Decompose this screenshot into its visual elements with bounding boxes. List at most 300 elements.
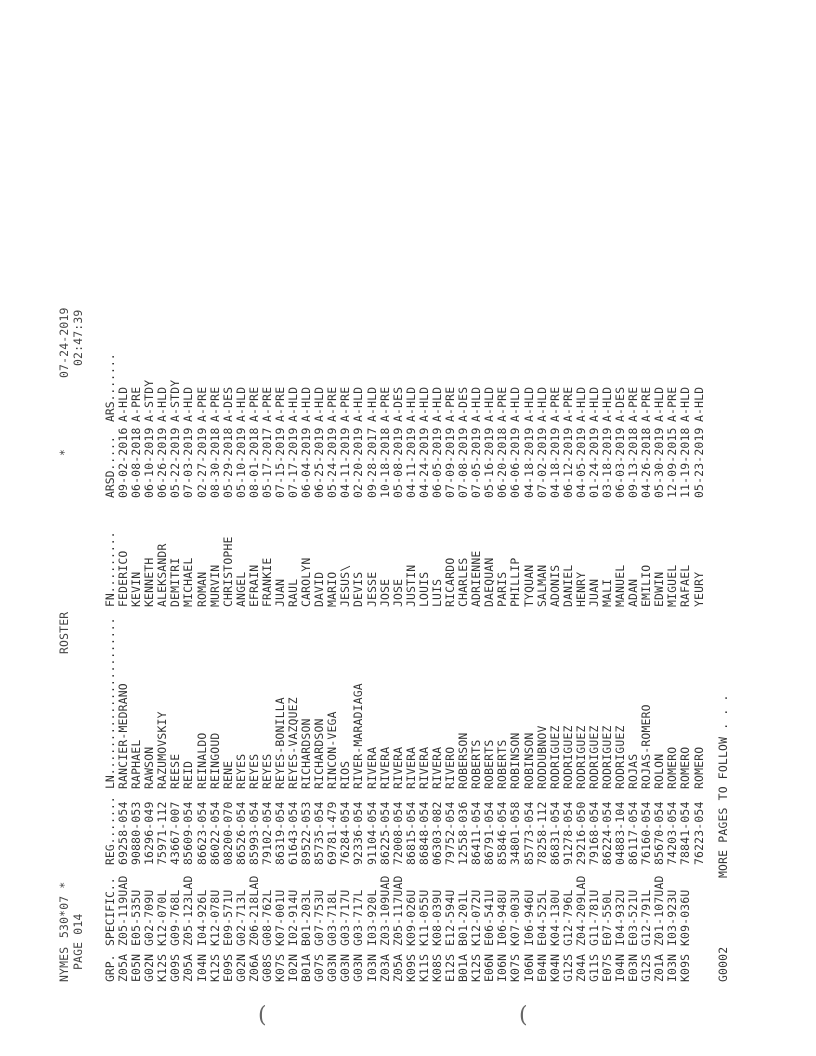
cell-ln: ROBINSON — [508, 732, 523, 789]
cell-reg: 86815-054 — [403, 801, 418, 865]
cell-reg: 79102-054 — [259, 801, 274, 865]
cell-arsd: 07-15-2019 — [273, 427, 287, 498]
cell-ars: A-DES — [390, 386, 405, 422]
cell-spec: G03-717L — [351, 889, 366, 946]
table-row — [247, 282, 260, 982]
cell-reg: 91278-054 — [560, 801, 575, 865]
cell-ln: RIVERA — [377, 746, 392, 789]
cell-ars: A-DES — [613, 386, 627, 422]
table-row — [351, 282, 364, 982]
cell-spec: E03-521U — [626, 889, 641, 946]
cell-fn: KENNETH — [142, 557, 157, 607]
cell-arsd: 09-13-2018 — [626, 427, 641, 498]
cell-fn: FRANKIE — [259, 557, 274, 607]
cell-reg: 43667-007 — [168, 801, 183, 865]
cell-arsd: 05-17-2017 — [259, 427, 274, 498]
table-row — [168, 282, 181, 982]
table-row — [378, 282, 391, 982]
cell-arsd: 07-03-2019 — [181, 427, 196, 498]
cell-grp: Z06A — [246, 953, 261, 982]
cell-grp: Z04A — [573, 953, 588, 982]
cell-arsd: 05-29-2018 — [220, 427, 235, 498]
cell-ln: ROBINSON — [521, 732, 536, 789]
table-row — [312, 282, 325, 982]
cell-spec: G12-791L — [639, 889, 654, 946]
cell-fn: MURVIN — [207, 564, 222, 607]
cell-grp: B01A — [299, 953, 314, 982]
cell-reg: 85670-054 — [652, 801, 667, 865]
cell-spec: Z04-209LAD — [573, 875, 588, 946]
cell-ln: RIVERA — [403, 746, 418, 789]
table-row — [299, 282, 312, 982]
cell-reg: 85735-054 — [312, 801, 327, 865]
table-row — [561, 282, 574, 982]
system-name: NYMES — [57, 946, 71, 982]
table-row — [482, 282, 495, 982]
cell-reg: 29216-050 — [573, 801, 588, 865]
cell-ln: ROBERTS — [469, 739, 484, 789]
cell-ln: ROMERO — [678, 746, 693, 789]
cell-arsd: 06-05-2019 — [429, 427, 444, 498]
cell-ars: A-HLD — [429, 386, 444, 422]
cell-fn: JESUS\ — [338, 564, 353, 607]
table-row — [142, 282, 155, 982]
cell-spec: Z05-117UAD — [390, 875, 405, 946]
cell-spec: K11-055U — [416, 889, 431, 946]
cell-grp: Z05A — [116, 953, 130, 982]
table-row — [692, 282, 705, 982]
cell-ars: A-HLD — [364, 386, 379, 422]
cell-ars: A-DES — [456, 386, 471, 422]
cell-ars: A-STDY — [142, 379, 157, 422]
col-arsd: ARSD..... — [103, 436, 117, 498]
cell-reg: 85773-054 — [521, 801, 536, 865]
cell-fn: FEDERICO — [116, 550, 130, 607]
cell-reg: 79168-054 — [586, 801, 601, 865]
table-row — [574, 282, 587, 982]
cell-ars: A-HLD — [573, 386, 588, 422]
cell-arsd: 06-25-2019 — [312, 427, 327, 498]
cell-grp: E04N — [534, 953, 549, 982]
cell-spec: G07-753U — [312, 889, 327, 946]
cell-ars: A-PRE — [207, 386, 222, 422]
cell-ars: A-PRE — [259, 386, 274, 422]
cell-spec: E09-571U — [220, 889, 235, 946]
cell-ars: A-HLD — [286, 386, 300, 422]
cell-arsd: 06-08-2018 — [129, 427, 144, 498]
cell-spec: G09-768L — [168, 889, 183, 946]
cell-fn: MIGUEL — [665, 564, 680, 607]
cell-fn: JOSE — [377, 578, 392, 607]
cell-fn: ADONIS — [547, 564, 562, 607]
cell-grp: G12S — [560, 953, 575, 982]
table-row — [181, 282, 194, 982]
cell-grp: G03N — [351, 953, 366, 982]
cell-ars: A-HLD — [600, 386, 614, 422]
cell-ln: ROMERO — [691, 746, 706, 789]
cell-reg: 06303-082 — [429, 801, 444, 865]
cell-fn: JUSTIN — [403, 564, 418, 607]
cell-ln: ROBERSON — [456, 732, 471, 789]
cell-fn: HENRY — [573, 571, 588, 607]
cell-grp: B01A — [456, 953, 471, 982]
table-row — [116, 282, 129, 982]
cell-fn: JUAN — [273, 578, 287, 607]
cell-fn: ROMAN — [194, 571, 209, 607]
cell-reg: 86319-054 — [273, 801, 287, 865]
cell-grp: K12S — [469, 953, 484, 982]
cell-grp: Z01A — [652, 953, 667, 982]
cell-fn: RAFAEL — [678, 564, 693, 607]
cell-fn: JUAN — [586, 578, 601, 607]
cell-fn: MALI — [600, 578, 614, 607]
cell-arsd: 06-06-2019 — [508, 427, 523, 498]
cell-grp: I06N — [495, 953, 510, 982]
cell-ars: A-PRE — [665, 386, 680, 422]
cell-ln: RAPHAEL — [129, 739, 144, 789]
cell-ars: A-PRE — [639, 386, 654, 422]
cell-spec: K08-039U — [429, 889, 444, 946]
cell-arsd: 07-08-2019 — [456, 427, 471, 498]
cell-grp: G03N — [338, 953, 353, 982]
cell-grp: G07S — [312, 953, 327, 982]
cell-grp: Z03A — [377, 953, 392, 982]
cell-ln: RIVERA — [416, 746, 431, 789]
cell-spec: Z03-109UAD — [377, 875, 392, 946]
report-title: ROSTER — [57, 611, 71, 654]
cell-reg: 16296-049 — [142, 801, 157, 865]
cell-fn: RAUL — [286, 578, 300, 607]
margin-mark-right: ( — [519, 1003, 528, 1028]
cell-grp: I02N — [286, 953, 300, 982]
cell-reg: 72008-054 — [390, 801, 405, 865]
cell-ln: RIVERA — [364, 746, 379, 789]
report-date: 07-24-2019 — [57, 307, 71, 378]
cell-grp: K12S — [207, 953, 222, 982]
cell-spec: K12-078U — [207, 889, 222, 946]
cell-fn: DEMITRI — [168, 557, 183, 607]
table-row — [325, 282, 338, 982]
table-row — [613, 282, 626, 982]
cell-grp: E12S — [443, 953, 457, 982]
cell-ars: A-HLD — [652, 386, 667, 422]
cell-reg: 76223-054 — [691, 801, 706, 865]
cell-reg: 69781-479 — [325, 801, 340, 865]
cell-fn: LUIS — [429, 578, 444, 607]
cell-spec: G12-796L — [560, 889, 575, 946]
cell-ln: REYES — [246, 753, 261, 789]
cell-reg: 86117-054 — [626, 801, 641, 865]
cell-grp: G02N — [233, 953, 248, 982]
cell-grp: G03N — [325, 953, 340, 982]
cell-ars: A-HLD — [482, 386, 497, 422]
cell-ars: A-PRE — [194, 386, 209, 422]
cell-spec: E12-594U — [443, 889, 457, 946]
table-row — [548, 282, 561, 982]
cell-arsd: 04-24-2019 — [416, 427, 431, 498]
cell-ln: ROLON — [652, 753, 667, 789]
table-row — [195, 282, 208, 982]
cell-ln: RIVERA — [429, 746, 444, 789]
cell-ln: ROBERTS — [482, 739, 497, 789]
cell-ln: REINGOUD — [207, 732, 222, 789]
cell-fn: MICHAEL — [181, 557, 196, 607]
cell-spec: E07-550L — [600, 889, 614, 946]
table-row — [365, 282, 378, 982]
cell-reg: 86526-054 — [233, 801, 248, 865]
report-code: 530*07 * — [57, 881, 71, 938]
table-row — [665, 282, 678, 982]
cell-spec: K09-036U — [678, 889, 693, 946]
cell-reg: 85993-054 — [246, 801, 261, 865]
cell-reg: 86791-054 — [482, 801, 497, 865]
cell-ln: RANCIER-MEDRANO — [116, 683, 130, 789]
cell-reg: 79752-054 — [443, 801, 457, 865]
cell-ars: A-HLD — [416, 386, 431, 422]
cell-grp: K09S — [678, 953, 693, 982]
cell-ln: RENE — [220, 760, 235, 789]
cell-reg: 86848-054 — [416, 801, 431, 865]
cell-grp: I03N — [665, 953, 680, 982]
cell-ars: A-HLD — [469, 386, 484, 422]
cell-reg: 86022-054 — [207, 801, 222, 865]
cell-ln: ROJAS — [626, 753, 641, 789]
col-grp: GRP. — [103, 954, 117, 982]
cell-spec: K07-003U — [508, 889, 523, 946]
cell-spec: Z05-119UAD — [116, 875, 130, 946]
cell-arsd: 07-05-2019 — [469, 427, 484, 498]
table-row — [260, 282, 273, 982]
cell-reg: 85846-054 — [495, 801, 510, 865]
cell-fn: ADAN — [626, 578, 641, 607]
cell-ln: RICHARDSON — [312, 718, 327, 789]
cell-grp: K11S — [416, 953, 431, 982]
cell-spec: K12-072U — [469, 889, 484, 946]
cell-reg: 86411-054 — [469, 801, 484, 865]
footer-code: G0002 — [716, 946, 730, 982]
table-row — [522, 282, 535, 982]
cell-ln: REYES — [259, 753, 274, 789]
col-reg: REG....... — [103, 796, 117, 865]
column-header-row — [103, 282, 116, 982]
cell-spec: I04-932U — [613, 889, 627, 946]
cell-ars: A-HLD — [403, 386, 418, 422]
cell-spec: Z05-123LAD — [181, 875, 196, 946]
cell-spec: I06-948U — [495, 889, 510, 946]
cell-grp: G02N — [142, 953, 157, 982]
cell-ars: A-HLD — [691, 386, 706, 422]
cell-fn: EDWIN — [652, 571, 667, 607]
col-fn: FN......... — [103, 531, 117, 607]
cell-spec: Z01-107UAD — [652, 875, 667, 946]
cell-arsd: 04-11-2019 — [403, 427, 418, 498]
cell-spec: I03-920L — [364, 889, 379, 946]
margin-mark-left: ( — [258, 1003, 267, 1028]
cell-arsd: 05-24-2019 — [325, 427, 340, 498]
col-spec: SPECIFIC.. — [103, 877, 117, 946]
cell-reg: 78841-054 — [678, 801, 693, 865]
cell-ars: A-HLD — [351, 386, 366, 422]
table-row — [600, 282, 613, 982]
cell-ln: RODDUBNOV — [534, 725, 549, 789]
cell-spec: B01-201L — [456, 889, 471, 946]
table-row — [626, 282, 639, 982]
cell-arsd: 05-16-2019 — [482, 427, 497, 498]
cell-arsd: 09-02-2016 — [116, 427, 130, 498]
cell-grp: K07S — [273, 953, 287, 982]
cell-grp: E09S — [220, 953, 235, 982]
cell-fn: PARIS — [495, 571, 510, 607]
cell-reg: 12558-036 — [456, 801, 471, 865]
cell-arsd: 07-17-2019 — [286, 427, 300, 498]
cell-spec: I02-914U — [286, 889, 300, 946]
table-row — [234, 282, 247, 982]
cell-fn: ALEKSANDR — [155, 543, 170, 607]
cell-arsd: 02-27-2019 — [194, 427, 209, 498]
cell-ars: A-HLD — [116, 386, 130, 422]
cell-ln: REINALDO — [194, 732, 209, 789]
cell-spec: B01-203L — [299, 889, 314, 946]
cell-grp: E03N — [626, 953, 641, 982]
cell-ars: A-PRE — [325, 386, 340, 422]
cell-arsd: 03-18-2019 — [600, 427, 614, 498]
cell-ln: REYES-BONILLA — [273, 697, 287, 789]
table-row — [652, 282, 665, 982]
cell-grp: Z05A — [390, 953, 405, 982]
table-row — [678, 282, 691, 982]
cell-ars: A-PRE — [495, 386, 510, 422]
cell-grp: G11S — [586, 953, 601, 982]
table-row — [535, 282, 548, 982]
cell-spec: G03-717U — [338, 889, 353, 946]
cell-reg: 04883-104 — [613, 801, 627, 865]
col-ln: LN....................... — [103, 617, 117, 789]
cell-grp: I04N — [194, 953, 209, 982]
cell-grp: E07S — [600, 953, 614, 982]
cell-ars: A-HLD — [508, 386, 523, 422]
cell-arsd: 05-10-2019 — [233, 427, 248, 498]
table-row — [208, 282, 221, 982]
cell-ars: A-HLD — [312, 386, 327, 422]
table-row — [155, 282, 168, 982]
cell-arsd: 05-23-2019 — [691, 427, 706, 498]
cell-reg: 86831-054 — [547, 801, 562, 865]
cell-ars: A-HLD — [155, 386, 170, 422]
cell-fn: LOUIS — [416, 571, 431, 607]
cell-ars: A-HLD — [181, 386, 196, 422]
cell-reg: 89522-053 — [299, 801, 314, 865]
cell-grp: E05N — [129, 953, 144, 982]
cell-arsd: 01-24-2019 — [586, 427, 601, 498]
cell-arsd: 05-08-2019 — [390, 427, 405, 498]
cell-grp: Z05A — [181, 953, 196, 982]
footer-message: MORE PAGES TO FOLLOW . . . — [716, 694, 730, 878]
cell-ars: A-PRE — [547, 386, 562, 422]
cell-grp: I03N — [364, 953, 379, 982]
cell-reg: 86623-054 — [194, 801, 209, 865]
table-row — [338, 282, 351, 982]
cell-fn: DAVID — [312, 571, 327, 607]
cell-spec: E06-541U — [482, 889, 497, 946]
cell-spec: G11-781U — [586, 889, 601, 946]
cell-ln: RIOS — [338, 760, 353, 789]
cell-ars: A-PRE — [377, 386, 392, 422]
cell-arsd: 04-18-2019 — [521, 427, 536, 498]
cell-ars: A-PRE — [246, 386, 261, 422]
cell-arsd: 12-09-2015 — [665, 427, 680, 498]
cell-grp: I06N — [521, 953, 536, 982]
cell-fn: EFRAIN — [246, 564, 261, 607]
table-row — [508, 282, 521, 982]
table-row — [273, 282, 286, 982]
cell-reg: 76160-054 — [639, 801, 654, 865]
cell-reg: 74203-054 — [665, 801, 680, 865]
cell-spec: Z06-218LAD — [246, 875, 261, 946]
cell-ars: A-STDY — [168, 379, 183, 422]
cell-ars: A-PRE — [560, 386, 575, 422]
cell-fn: PHILLIP — [508, 557, 523, 607]
table-row — [469, 282, 482, 982]
cell-arsd: 08-30-2018 — [207, 427, 222, 498]
cell-spec: I04-926L — [194, 889, 209, 946]
cell-spec: K12-070L — [155, 889, 170, 946]
cell-fn: DAEQUAN — [482, 557, 497, 607]
cell-ln: REID — [181, 760, 196, 789]
page-label: PAGE 014 — [71, 913, 85, 970]
cell-spec: E04-525L — [534, 889, 549, 946]
table-row — [129, 282, 142, 982]
cell-reg: 61643-054 — [286, 801, 300, 865]
cell-reg: 08200-070 — [220, 801, 235, 865]
cell-spec: K04-130U — [547, 889, 562, 946]
cell-arsd: 05-22-2019 — [168, 427, 183, 498]
cell-ln: REESE — [168, 753, 183, 789]
cell-reg: 78258-112 — [534, 801, 549, 865]
cell-ln: RINCON-VEGA — [325, 711, 340, 789]
table-row — [495, 282, 508, 982]
cell-arsd: 06-26-2019 — [155, 427, 170, 498]
cell-grp: E06N — [482, 953, 497, 982]
cell-arsd: 09-28-2017 — [364, 427, 379, 498]
cell-arsd: 07-09-2019 — [443, 427, 457, 498]
cell-ln: RIVER-MARADIAGA — [351, 683, 366, 789]
cell-grp: K09S — [403, 953, 418, 982]
cell-arsd: 06-12-2019 — [560, 427, 575, 498]
cell-grp: K07S — [508, 953, 523, 982]
cell-grp: G12S — [639, 953, 654, 982]
cell-ars: A-HLD — [521, 386, 536, 422]
table-row — [221, 282, 234, 982]
table-row — [639, 282, 652, 982]
cell-grp: I04N — [613, 953, 627, 982]
cell-ln: RODRIGUEZ — [600, 725, 614, 789]
cell-ars: A-HLD — [534, 386, 549, 422]
cell-arsd: 04-26-2018 — [639, 427, 654, 498]
cell-fn: MARIO — [325, 571, 340, 607]
cell-grp: G08S — [259, 953, 274, 982]
cell-fn: MANUEL — [613, 564, 627, 607]
cell-fn: CAROLYN — [299, 557, 314, 607]
cell-reg: 90880-053 — [129, 801, 144, 865]
cell-arsd: 04-05-2019 — [573, 427, 588, 498]
col-ars: ARS....... — [103, 353, 117, 422]
cell-fn: EMILIO — [639, 564, 654, 607]
cell-ars: A-HLD — [586, 386, 601, 422]
cell-ln: RIVERA — [390, 746, 405, 789]
cell-spec: I06-946U — [521, 889, 536, 946]
cell-arsd: 06-20-2018 — [495, 427, 510, 498]
cell-arsd: 06-04-2019 — [299, 427, 314, 498]
